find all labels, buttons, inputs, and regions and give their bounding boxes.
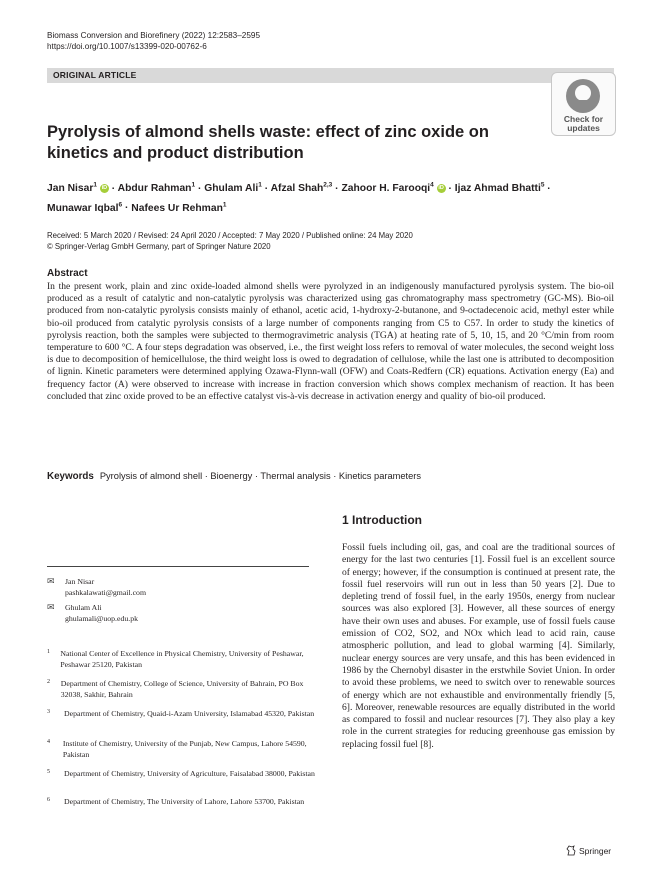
author[interactable]: Ghulam Ali$^1$ — [204, 182, 262, 195]
publisher-logo — [566, 845, 611, 856]
author[interactable]: Jan Nisar$^1$ iD — [47, 182, 108, 195]
author[interactable]: Ijaz Ahmad Bhatti$^5$ — [454, 182, 545, 195]
affiliation: 2 Department of Chemistry, College of Science, University of Bahrain, PO Box 32038, Sakhir, Bahrain — [47, 679, 304, 699]
author[interactable]: Abdur Rahman$^1$ — [117, 182, 196, 195]
publisher-name: Springer — [579, 845, 612, 856]
section-heading: 1 Introduction — [342, 513, 422, 527]
corr-email[interactable]: ghulamali@uop.edu.pk — [65, 614, 139, 623]
check-for-updates-badge[interactable] — [551, 72, 616, 136]
envelope-icon: ✉ — [47, 576, 55, 586]
keywords-text: Pyrolysis of almond shell · Bioenergy · Thermal analysis · Kinetics parameters — [99, 471, 422, 481]
article-type-banner — [47, 68, 614, 83]
journal-citation: Biomass Conversion and Biorefinery (2022) 12:2583–2595 — [47, 31, 261, 40]
author[interactable]: Zahoor H. Farooqi$^4$ iD — [341, 182, 444, 195]
doi-link[interactable]: https://doi.org/10.1007/s13399-020-00762-6 — [47, 42, 207, 51]
author[interactable]: Munawar Iqbal$^6$ — [47, 201, 123, 214]
article-type-label: ORIGINAL ARTICLE — [53, 70, 137, 80]
corr-name: Jan Nisar — [65, 577, 95, 586]
orcid-icon[interactable]: iD — [101, 185, 108, 192]
check-label-2: updates — [567, 123, 600, 133]
footnote-divider — [47, 566, 309, 567]
keywords-heading: Keywords — [47, 471, 94, 482]
publication-dates — [47, 230, 413, 252]
springer-horse-icon — [566, 845, 576, 856]
check-label-1: Check for — [563, 114, 604, 124]
article-title: Pyrolysis of almond shells waste: effect of zinc oxide on kinetics and product distribution — [47, 123, 489, 162]
orcid-icon[interactable]: iD — [438, 185, 444, 192]
abstract-text: In the present work, plain and zinc oxide-loaded almond shells were pyrolyzed in an indigenously manufactured pyrolysis system. The bio-oil produced as a result of catalytic and non-catalytic pyrolysis was characterized using gas chromatography mass spectrometry (GC-MS). Bio-oil produced from non-catalytic pyrolysis consists mainly of ethanol, acetic acid, 1-hydroxy-2-butanone, and 9-octadecenoic acid, methyl ester while bio-oil produced from catalytic pyrolysis consists of a large number of components ranging from C5 to C57. In order to study the kinetics of pyrolysis reaction, both the samples were subjected to thermogravimetric analysis (TGA) at heating rate of 5, 10, 15, and 20 °C/min from room temperature to 600 °C. A four steps degradation was observed, i.e., the first weight loss refers to removal of water molecules, the second weight loss is due to decomposition of hemicellulose, the third weight loss is owed to degradation of cellulose, while the last one is attributed to decomposition of lignin. Kinetic parameters were determined applying Ozawa-Flynn-wall (OFW) and Coats-Redfern (CR) equations. Activation energy (Ea) and frequency factor (A) were observed to increase with increase in fraction conversion which shows complex mechanism of reaction. It has been concluded that zinc oxide proved to be an effective catalyst vis-à-vis decrease in activation energy and quality of bio-oil produced. — [47, 281, 614, 402]
copyright-line: © Springer-Verlag GmbH Germany, part of Springer Nature 2020 — [47, 242, 271, 251]
author[interactable]: Nafees Ur Rehman$^1$ — [131, 201, 227, 214]
corr-email[interactable]: pashkalawati@gmail.com — [65, 588, 147, 597]
intro-text: Fossil fuels including oil, gas, and coal are the traditional sources of energy for the last two centuries [1]. Fossil fuel is an excellent source of energy; however, if the consumption is continued at present rate, the fossil fuel reservoirs will run out in less than 50 years [2]. Due to depleting trend of fossil fuel, in the early 1950s, energy from nuclear sources was also explored [3]. However, all these sources of energy have their own uses and abuses. For example, use of fossil fuels cause emission of CO2, SO2, and NOx which lead to acid rain, cause atmospheric pollution, and lead to global warming [4]. Similarly, nuclear energy sources are very unsafe, and this has been evidenced in 1986 by the Chernobyl disaster in the erstwhile Soviet Union. In order to avoid these problems, we need to switch over to renewable sources of energy which are not exhaustible and environmentally friendly [5, 6]. Moreover, renewable resources are equally distributed in the world as compared to fossil and nuclear resources [7]. They also play a key role in the current strategies for reducing greenhouse gas emission by replacing fossil fuel [8]. — [342, 542, 615, 750]
affiliation: 4 Institute of Chemistry, University of the Punjab, New Campus, Lahore 54590, Pakistan — [47, 739, 307, 759]
check-updates-icon — [566, 79, 600, 113]
journal-header — [47, 30, 260, 52]
affiliation: 5 Department of Chemistry, University of Agriculture, Faisalabad 38000, Pakistan — [47, 769, 315, 778]
affiliation: 1 National Center of Excellence in Physical Chemistry, University of Peshawar, Peshawar 25120, Pakistan — [47, 649, 304, 669]
author-list: Jan Nisar$^1$ iD · Abdur Rahman$^1$ · Ghulam Ali$^1$ · Afzal Shah$^{2,3}$ · Zahoor H. Farooqi$^4$ iD · Ijaz Ahmad Bhatti$^5$ · Munawar Iqbal$^6$ · Nafees Ur Rehman$^1$ — [47, 182, 551, 214]
correspondence — [47, 576, 317, 628]
affiliation: 6 Department of Chemistry, The University of Lahore, Lahore 53700, Pakistan — [47, 797, 305, 806]
history-line: Received: 5 March 2020 / Revised: 24 April 2020 / Accepted: 7 May 2020 / Published online: 24 May 2020 — [47, 231, 413, 240]
abstract-heading: Abstract — [47, 268, 88, 279]
keywords — [47, 470, 614, 483]
affiliation: 3 Department of Chemistry, Quaid-i-Azam University, Islamabad 45320, Pakistan — [47, 709, 315, 718]
envelope-icon: ✉ — [47, 602, 55, 612]
author[interactable]: Afzal Shah$^{2,3}$ — [270, 182, 333, 195]
corr-name: Ghulam Ali — [65, 603, 102, 612]
